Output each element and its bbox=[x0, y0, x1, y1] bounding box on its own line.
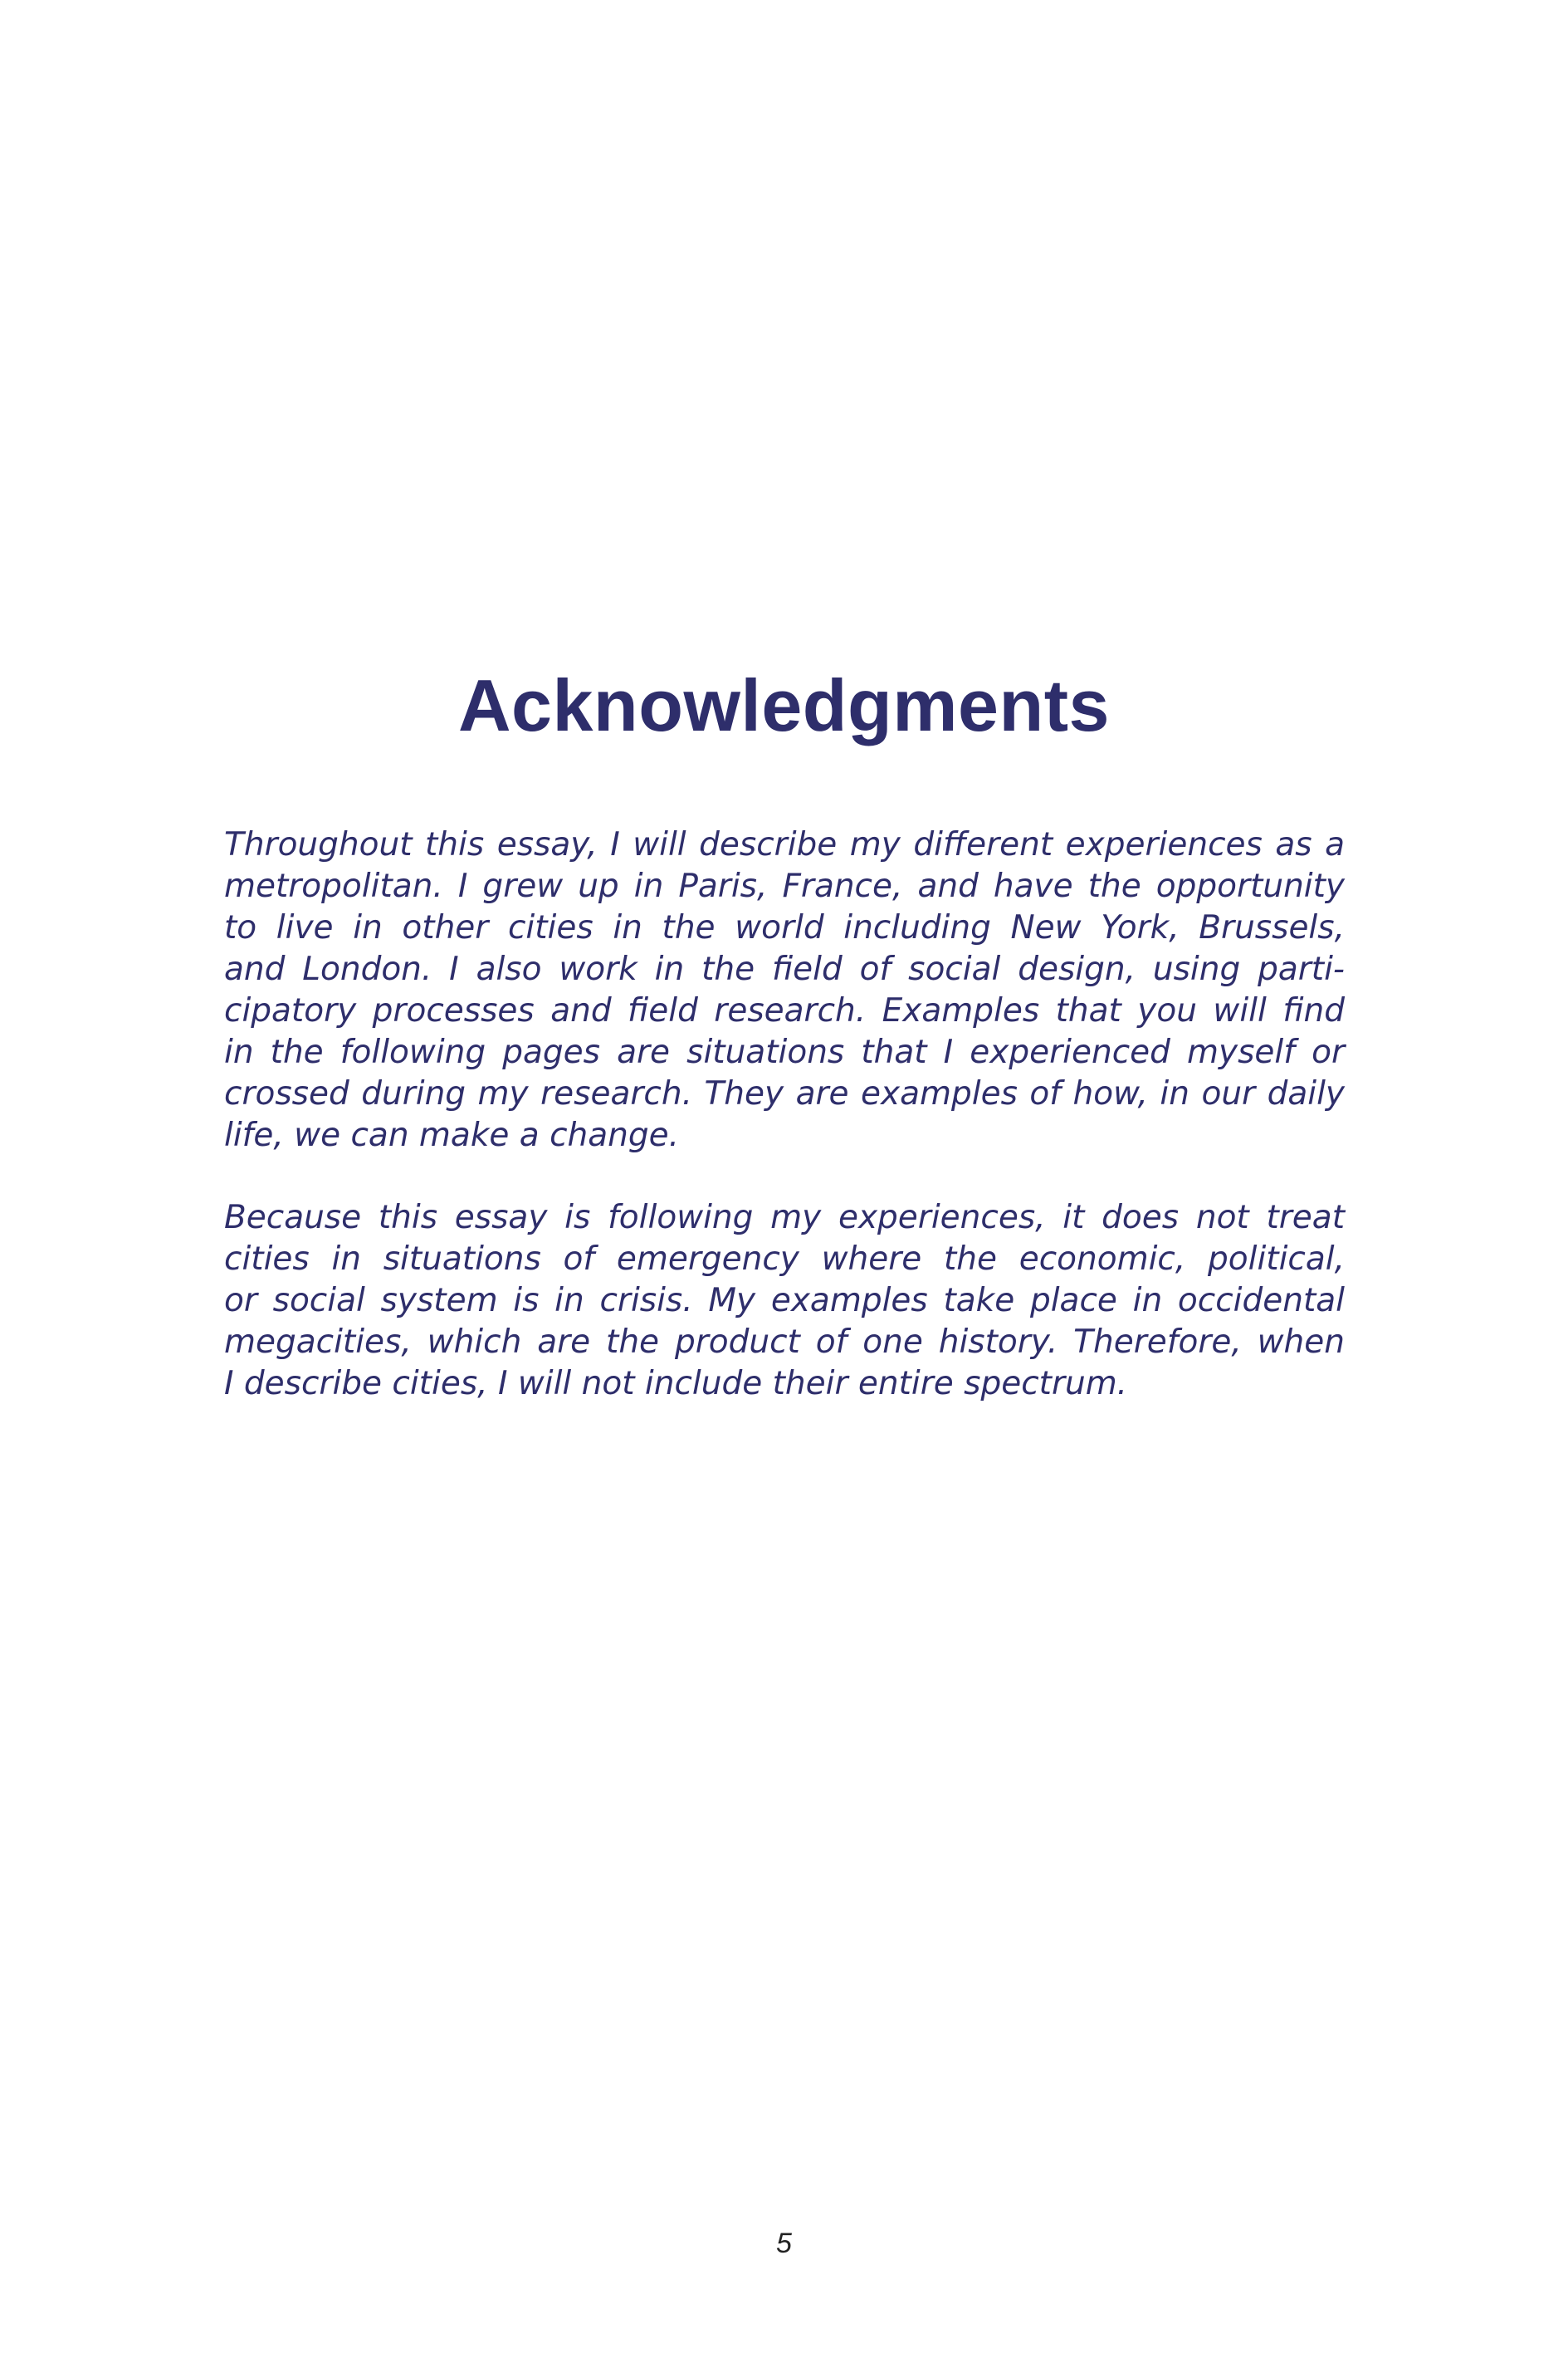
paragraph-line: megacities, which are the product of one history. Therefore, when bbox=[224, 1323, 1345, 1361]
paragraph-line: Because this essay is following my experiences, it does not treat bbox=[224, 1199, 1345, 1236]
paragraph-line: I describe cities, I will not include their entire spectrum. bbox=[224, 1365, 1128, 1402]
page-number: 5 bbox=[776, 2228, 792, 2259]
paragraph-line: and London. I also work in the field of social design, using parti- bbox=[224, 951, 1345, 988]
paragraph-line: crossed during my research. They are examples of how, in our daily bbox=[224, 1075, 1345, 1113]
paragraph-line: to live in other cities in the world including New York, Brussels, bbox=[224, 909, 1345, 947]
paragraph-line: cities in situations of emergency where the economic, political, bbox=[224, 1240, 1345, 1278]
paragraph-line: life, we can make a change. bbox=[224, 1117, 680, 1154]
paragraph-1 bbox=[224, 824, 1345, 1157]
paragraph-line: metropolitan. I grew up in Paris, France, and have the opportunity bbox=[224, 868, 1345, 905]
paragraph-line: Throughout this essay, I will describe my different experiences as a bbox=[224, 826, 1345, 863]
paragraph-line: in the following pages are situations that I experienced myself or bbox=[224, 1034, 1345, 1071]
paragraph-line: cipatory processes and field research. Examples that you will find bbox=[224, 992, 1345, 1030]
paragraph-2 bbox=[224, 1197, 1345, 1405]
paragraph-line: or social system is in crisis. My examples take place in occidental bbox=[224, 1282, 1345, 1319]
page-title: Acknowledgments bbox=[458, 664, 1110, 746]
